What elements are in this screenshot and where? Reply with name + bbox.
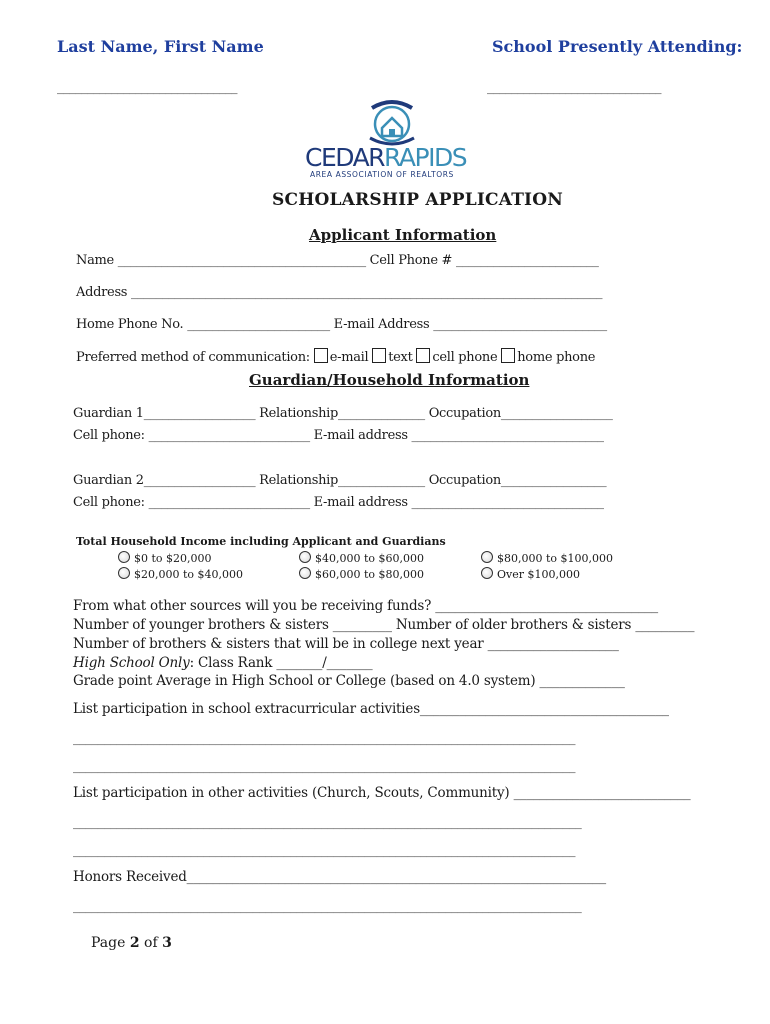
- other-activities-line[interactable]: List participation in other activities (Church, Scouts, Community) ___________________________: [73, 785, 691, 801]
- checkbox-email[interactable]: [314, 348, 328, 363]
- option-text: text: [388, 350, 413, 365]
- logo-tagline: AREA ASSOCIATION OF REALTORS: [310, 170, 454, 179]
- radio-button[interactable]: [481, 567, 493, 579]
- checkbox-text[interactable]: [372, 348, 386, 363]
- guardian-1-contact-line[interactable]: Cell phone: __________________________ E-mail address _______________________________: [73, 428, 604, 443]
- last-first-name-label: Last Name, First Name: [57, 37, 264, 56]
- income-option-0-20k[interactable]: [118, 551, 212, 565]
- applicant-info-heading: Applicant Information: [309, 226, 497, 244]
- income-option-20-40k[interactable]: [118, 567, 243, 581]
- radio-button[interactable]: [299, 567, 311, 579]
- income-option-label: Over $100,000: [497, 568, 580, 581]
- class-rank-line[interactable]: [73, 655, 372, 671]
- last-first-name-blank[interactable]: ______________________________: [57, 80, 237, 95]
- guardian-1-line[interactable]: Guardian 1__________________ Relationship______________ Occupation__________________: [73, 406, 613, 421]
- page-total: 3: [162, 935, 172, 951]
- option-cell-phone: cell phone: [432, 350, 498, 365]
- radio-button[interactable]: [118, 567, 130, 579]
- radio-button[interactable]: [481, 551, 493, 563]
- option-home-phone: home phone: [517, 350, 596, 365]
- checkbox-home-phone[interactable]: [501, 348, 515, 363]
- logo-word-rapids: RAPIDS: [384, 143, 467, 172]
- extracurricular-blank-1[interactable]: _________________________________________________________________________________: [73, 731, 576, 746]
- other-activities-blank-1[interactable]: __________________________________________________________________________________: [73, 815, 582, 830]
- preferred-communication-row: [76, 348, 595, 365]
- honors-blank-1[interactable]: __________________________________________________________________________________: [73, 899, 582, 914]
- guardian-2-contact-line[interactable]: Cell phone: __________________________ E-mail address _______________________________: [73, 495, 604, 510]
- siblings-college-line[interactable]: Number of brothers & sisters that will be in college next year ____________________: [73, 636, 619, 652]
- page-number: [91, 935, 172, 951]
- name-cell-phone-line[interactable]: Name ________________________________________ Cell Phone # _______________________: [76, 253, 599, 268]
- income-option-over-100k[interactable]: [481, 567, 580, 581]
- income-option-label: $0 to $20,000: [134, 552, 212, 565]
- income-option-80-100k[interactable]: [481, 551, 613, 565]
- income-option-label: $80,000 to $100,000: [497, 552, 614, 565]
- income-option-label: $40,000 to $60,000: [315, 552, 425, 565]
- extracurricular-line[interactable]: List participation in school extracurricular activities______________________________________: [73, 701, 669, 717]
- class-rank-text: : Class Rank _______/_______: [189, 655, 373, 671]
- checkbox-cell-phone[interactable]: [416, 348, 430, 363]
- page-title: SCHOLARSHIP APPLICATION: [272, 190, 563, 210]
- cedar-rapids-logo: [300, 98, 490, 180]
- radio-button[interactable]: [299, 551, 311, 563]
- guardian-info-heading: Guardian/Household Information: [249, 371, 530, 389]
- income-option-60-80k[interactable]: [299, 567, 424, 581]
- income-option-40-60k[interactable]: [299, 551, 424, 565]
- page-label: Page: [91, 935, 130, 951]
- other-activities-blank-2[interactable]: _________________________________________________________________________________: [73, 843, 576, 858]
- other-funding-sources-line[interactable]: From what other sources will you be receiving funds? __________________________________: [73, 598, 658, 614]
- address-line[interactable]: Address ____________________________________________________________________________: [76, 285, 603, 300]
- page-current: 2: [129, 935, 140, 951]
- option-email: e-mail: [329, 350, 369, 365]
- guardian-2-line[interactable]: Guardian 2__________________ Relationship______________ Occupation_________________: [73, 473, 607, 488]
- income-option-label: $20,000 to $40,000: [134, 568, 244, 581]
- honors-received-line[interactable]: Honors Received________________________________________________________________: [73, 869, 606, 885]
- extracurricular-blank-2[interactable]: _________________________________________________________________________________: [73, 759, 576, 774]
- logo-word-cedar: CEDAR: [305, 143, 385, 172]
- radio-button[interactable]: [118, 551, 130, 563]
- school-attending-blank[interactable]: _____________________________: [487, 80, 661, 95]
- household-income-label: Total Household Income including Applicant and Guardians: [76, 535, 446, 548]
- gpa-line[interactable]: Grade point Average in High School or College (based on 4.0 system) _____________: [73, 673, 625, 689]
- page-of: of: [139, 935, 163, 951]
- high-school-only-label: High School Only: [73, 655, 190, 671]
- home-phone-email-line[interactable]: Home Phone No. _______________________ E-mail Address ____________________________: [76, 317, 607, 332]
- preferred-communication-label: Preferred method of communication:: [76, 350, 314, 365]
- income-option-label: $60,000 to $80,000: [315, 568, 425, 581]
- school-attending-label: School Presently Attending:: [492, 37, 743, 56]
- siblings-count-line[interactable]: Number of younger brothers & sisters _________ Number of older brothers & sisters _________: [73, 617, 695, 633]
